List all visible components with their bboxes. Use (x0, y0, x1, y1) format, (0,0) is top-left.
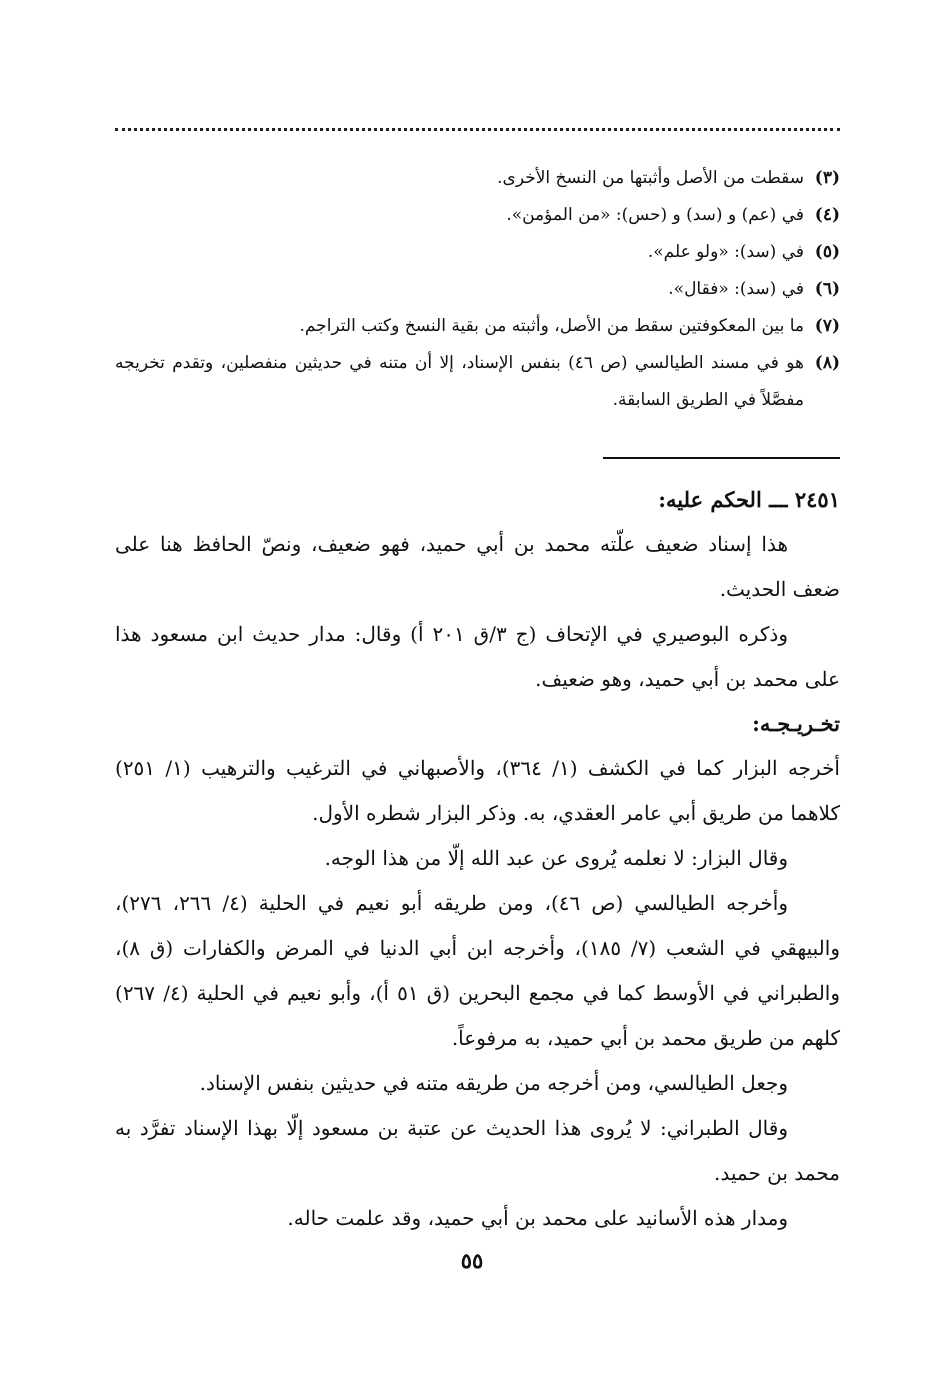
footnote-3 (115, 160, 840, 197)
paragraph: وجعل الطيالسي، ومن أخرجه من طريقه متنه في حديثين بنفس الإسناد. (199, 1071, 788, 1095)
paragraph: وذكره البوصيري في الإتحاف (ج ٣/ق ٢٠١ أ) وقال: مدار حديث ابن مسعود هذا على محمد بن أبي حميد، وهو ضعيف. (115, 622, 840, 691)
footnote-number: (٣) (814, 168, 840, 188)
footnote-number: (٤) (814, 205, 840, 225)
footnote-text: ما بين المعكوفتين سقط من الأصل، وأثبته من بقية النسخ وكتب التراجم. (299, 316, 804, 336)
footnote-text: هو في مسند الطيالسي (ص ٤٦) بنفس الإسناد، إلا أن متنه في حديثين منفصلين، وتقدم تخريجه مفصَّلاً في الطريق السابقة. (115, 353, 804, 410)
paragraph: هذا إسناد ضعيف علّته محمد بن أبي حميد، فهو ضعيف، ونصّ الحافظ هنا على ضعف الحديث. (115, 532, 840, 601)
footnote-7 (115, 308, 840, 345)
main-text (115, 478, 840, 1241)
paragraph: وقال الطبراني: لا يُروى هذا الحديث عن عتبة بن مسعود إلّا بهذا الإسناد تفرَّد به محمد بن حميد. (115, 1116, 840, 1185)
footnote-number: (٦) (814, 279, 840, 299)
footnote-number: (٥) (814, 242, 840, 262)
footnote-text: في (عم) و (سد) و (حس): «من المؤمن». (506, 205, 804, 225)
footnote-6 (115, 271, 840, 308)
paragraph: ومدار هذه الأسانيد على محمد بن أبي حميد، وقد علمت حاله. (287, 1206, 788, 1230)
footnote-text: سقطت من الأصل وأثبتها من النسخ الأخرى. (497, 168, 804, 188)
footnote-text: في (سد): «ولو علم». (647, 242, 804, 262)
footnotes-section (115, 160, 840, 419)
footnote-text: في (سد): «فقال». (668, 279, 804, 299)
paragraph: أخرجه البزار كما في الكشف (١/ ٣٦٤)، والأصبهاني في الترغيب والترهيب (١/ ٢٥١) كلاهما من طريق أبي عامر العقدي، به. وذكر البزار شطره الأول. (115, 756, 840, 825)
page-number: ٥٥ (460, 1248, 484, 1273)
footnote-8 (115, 345, 840, 419)
ruling-heading: ٢٤٥١ ـــ الحكم عليه: (658, 487, 840, 512)
dotted-separator (115, 128, 840, 131)
footnote-number: (٨) (814, 353, 840, 373)
section-rule (603, 457, 840, 459)
paragraph: وأخرجه الطيالسي (ص ٤٦)، ومن طريقه أبو نعيم في الحلية (٤/ ٢٦٦، ٢٧٦)، والبيهقي في الشعب (٧/ ١٨٥)، وأخرجه ابن أبي الدنيا في المرض والكفارات (ق ٨)، والطبراني في الأوسط كما في مجمع البحرين (ق ٥١ أ)، وأبو نعيم في الحلية (٤/ ٢٦٧) كلهم من طريق محمد بن أبي حميد، به مرفوعاً. (115, 891, 840, 1050)
footnote-number: (٧) (814, 316, 840, 336)
paragraph: وقال البزار: لا نعلمه يُروى عن عبد الله إلّا من هذا الوجه. (324, 846, 788, 870)
takhrij-heading: تخـريـجـه: (752, 711, 840, 736)
footnote-4 (115, 197, 840, 234)
footnote-5 (115, 234, 840, 271)
